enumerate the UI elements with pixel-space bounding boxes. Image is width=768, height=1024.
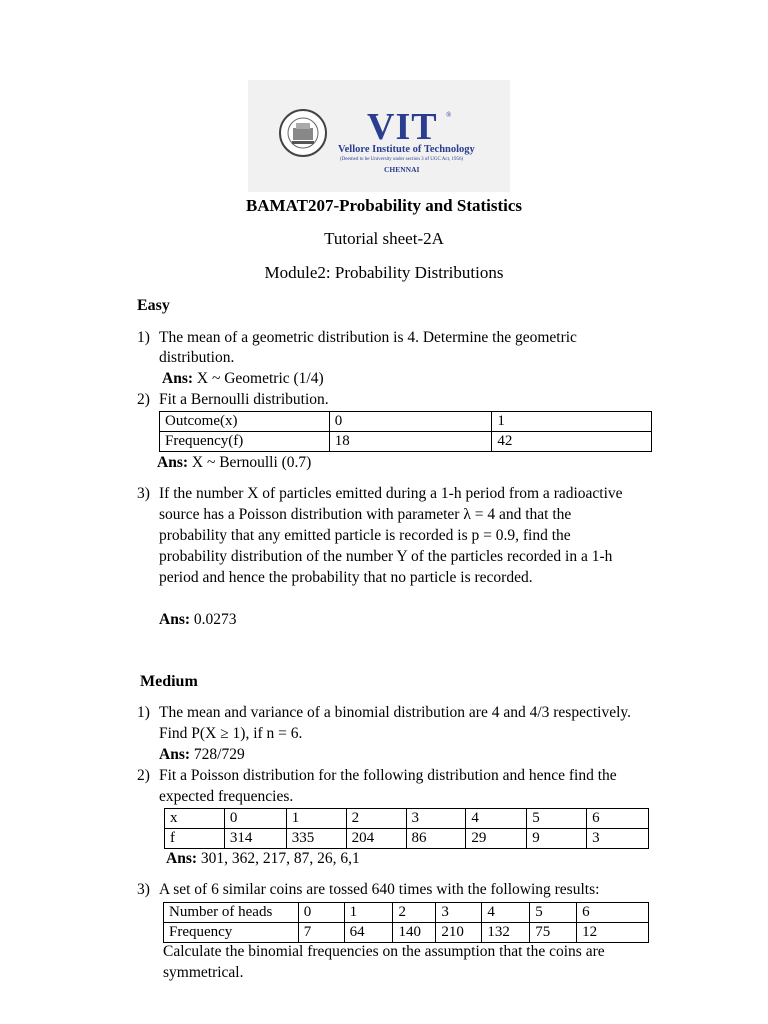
- table-cell: 18: [329, 432, 492, 452]
- section-heading-easy: Easy: [137, 297, 170, 314]
- answer-value: X ~ Geometric (1/4): [196, 370, 324, 387]
- table-cell: 75: [530, 923, 577, 943]
- table-cell: 86: [406, 829, 466, 849]
- table-cell: f: [165, 829, 225, 849]
- answer-value: 301, 362, 217, 87, 26, 6,1: [200, 850, 360, 867]
- table-cell: 29: [466, 829, 527, 849]
- table-cell: 335: [286, 829, 346, 849]
- question-text: Fit a Bernoulli distribution.: [159, 391, 329, 408]
- course-title: BAMAT207-Probability and Statistics: [245, 196, 523, 215]
- section-heading-medium: Medium: [140, 673, 198, 690]
- table-cell: 204: [346, 829, 406, 849]
- table-cell: 210: [436, 923, 482, 943]
- answer-label: Ans:: [162, 370, 194, 387]
- answer-value: X ~ Bernoulli (0.7): [191, 454, 312, 471]
- table-cell: 1: [492, 412, 652, 432]
- question-text: probability that any emitted particle is recorded is p = 0.9, find the: [159, 527, 571, 544]
- answer: [159, 611, 237, 629]
- table-cell: Frequency(f): [160, 432, 330, 452]
- answer: [157, 454, 311, 472]
- question-text: The mean of a geometric distribution is 4. Determine the geometric: [159, 329, 577, 346]
- answer: [159, 746, 245, 764]
- table-cell: 2: [346, 809, 406, 829]
- table-cell: 6: [587, 809, 649, 829]
- question-text: Find P(X ≥ 1), if n = 6.: [159, 725, 303, 742]
- table-cell: 140: [393, 923, 436, 943]
- table-cell: 6: [577, 903, 649, 923]
- answer: [166, 850, 360, 868]
- question-text: If the number X of particles emitted during a 1-h period from a radioactive: [159, 485, 623, 502]
- answer-value: 728/729: [193, 746, 245, 763]
- table-cell: 0: [298, 903, 344, 923]
- question-text: source has a Poisson distribution with parameter λ = 4 and that the: [159, 506, 572, 523]
- table-cell: 0: [224, 809, 286, 829]
- question-number: 3): [137, 485, 150, 502]
- question-text: Calculate the binomial frequencies on the assumption that the coins are: [163, 943, 605, 960]
- question-number: 1): [137, 329, 150, 346]
- table-cell: 2: [393, 903, 436, 923]
- question-text: probability distribution of the number Y of the particles recorded in a 1-h: [159, 548, 613, 565]
- question-number: 2): [137, 391, 150, 408]
- deemed-note: (Deemed to be University under section 3 of UGC Act, 1956): [340, 157, 464, 162]
- question-text: symmetrical.: [163, 964, 244, 981]
- table-cell: 0: [329, 412, 492, 432]
- question-text: expected frequencies.: [159, 788, 294, 805]
- table-cell: 1: [344, 903, 393, 923]
- question-text: distribution.: [159, 349, 235, 366]
- poisson-table: [164, 808, 649, 849]
- table-cell: 3: [587, 829, 649, 849]
- table-cell: 9: [527, 829, 587, 849]
- table-cell: 64: [344, 923, 393, 943]
- table-cell: 5: [527, 809, 587, 829]
- institute-name: Vellore Institute of Technology: [338, 144, 475, 155]
- table-cell: 42: [492, 432, 652, 452]
- table-cell: 1: [286, 809, 346, 829]
- bernoulli-table: [159, 411, 652, 452]
- answer-label: Ans:: [159, 611, 191, 628]
- table-cell: 314: [224, 829, 286, 849]
- question-number: 3): [137, 881, 150, 898]
- answer-label: Ans:: [166, 850, 198, 867]
- vit-wordmark: VIT: [367, 106, 438, 148]
- answer-label: Ans:: [157, 454, 189, 471]
- table-cell: Frequency: [164, 923, 299, 943]
- institute-city: CHENNAI: [384, 165, 420, 174]
- question-text: A set of 6 similar coins are tossed 640 times with the following results:: [159, 881, 600, 898]
- answer: [162, 370, 324, 388]
- table-row: [164, 923, 649, 943]
- vit-logo: [248, 80, 510, 192]
- registered-mark: ®: [446, 111, 452, 119]
- table-row: [160, 432, 652, 452]
- table-cell: 5: [530, 903, 577, 923]
- table-row: [165, 809, 649, 829]
- table-cell: 4: [466, 809, 527, 829]
- table-cell: 4: [482, 903, 530, 923]
- table-cell: 3: [436, 903, 482, 923]
- vit-seal-icon: [278, 108, 328, 158]
- module-title: Module2: Probability Distributions: [264, 263, 504, 282]
- table-cell: 12: [577, 923, 649, 943]
- question-number: 2): [137, 767, 150, 784]
- question-text: Fit a Poisson distribution for the following distribution and hence find the: [159, 767, 617, 784]
- table-row: [165, 829, 649, 849]
- table-cell: 132: [482, 923, 530, 943]
- sheet-title: Tutorial sheet-2A: [324, 229, 444, 248]
- table-cell: x: [165, 809, 225, 829]
- answer-label: Ans:: [159, 746, 191, 763]
- question-text: period and hence the probability that no particle is recorded.: [159, 569, 533, 586]
- table-cell: Number of heads: [164, 903, 299, 923]
- table-cell: Outcome(x): [160, 412, 330, 432]
- table-row: [160, 412, 652, 432]
- question-number: 1): [137, 704, 150, 721]
- table-row: [164, 903, 649, 923]
- table-cell: 7: [298, 923, 344, 943]
- table-cell: 3: [406, 809, 466, 829]
- answer-value: 0.0273: [193, 611, 237, 628]
- question-text: The mean and variance of a binomial distribution are 4 and 4/3 respectively.: [159, 704, 632, 721]
- coin-toss-table: [163, 902, 649, 943]
